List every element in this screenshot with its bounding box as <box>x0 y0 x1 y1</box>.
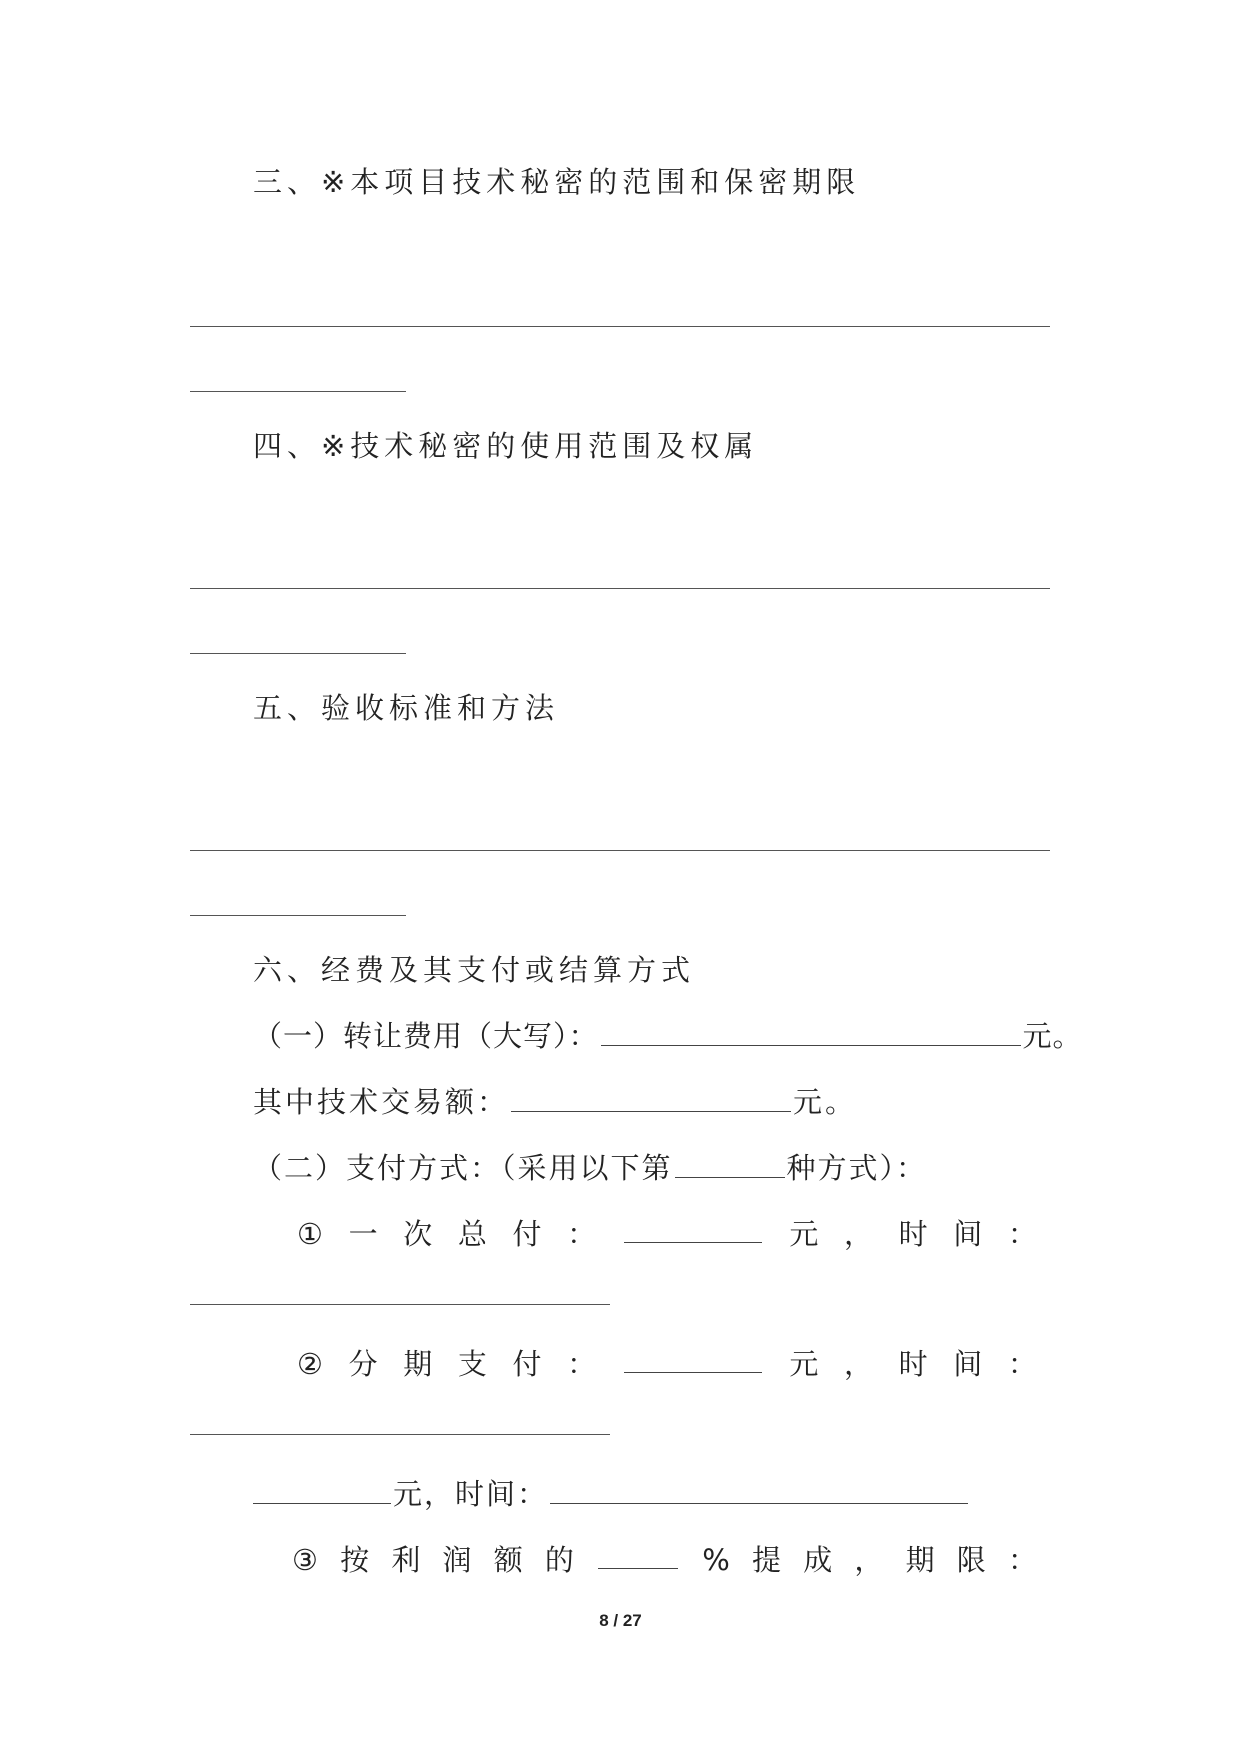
installment-line <box>253 1476 970 1512</box>
payment-method-label: （二）支付方式：（采用以下第 <box>253 1151 673 1185</box>
option-3-char: ： <box>1007 1543 1037 1577</box>
option-2-char: 时 <box>898 1347 928 1381</box>
fill-line <box>190 653 406 654</box>
option-2-line <box>297 1346 1037 1382</box>
option-1-char: ： <box>567 1217 597 1251</box>
option-3-char: 成 <box>803 1543 833 1577</box>
page-number: 8 / 27 <box>599 1611 642 1630</box>
transfer-fee-unit: 元。 <box>1022 1019 1083 1053</box>
fill-line <box>190 1304 610 1305</box>
fill-line <box>190 588 1050 589</box>
option-2-char: ， <box>843 1347 873 1381</box>
tech-trade-line <box>253 1084 857 1120</box>
option-3-char: % <box>702 1543 730 1577</box>
option-2-amount-blank <box>624 1346 762 1373</box>
option-1-char: 时 <box>898 1217 928 1251</box>
option-3-char: 限 <box>956 1543 986 1577</box>
option-2-char: 分 <box>348 1347 378 1381</box>
option-1-char: 一 <box>348 1217 378 1251</box>
option-1-char: 付 <box>512 1217 542 1251</box>
option-2-char: 支 <box>457 1347 487 1381</box>
option-3-char: 的 <box>544 1543 574 1577</box>
fill-line <box>190 326 1050 327</box>
option-2-char: 间 <box>953 1347 983 1381</box>
tech-trade-blank <box>511 1085 791 1112</box>
option-1-char: 间 <box>953 1217 983 1251</box>
transfer-fee-line <box>253 1018 1083 1054</box>
option-3-percent-blank <box>598 1542 678 1569</box>
installment-amount-blank <box>253 1477 391 1504</box>
option-3-char: 期 <box>905 1543 935 1577</box>
payment-method-blank <box>675 1151 785 1178</box>
option-1-char: ① <box>297 1217 323 1251</box>
option-1-char: ： <box>1007 1217 1037 1251</box>
option-1-char: 次 <box>403 1217 433 1251</box>
option-1-char: 总 <box>457 1217 487 1251</box>
payment-method-suffix: 种方式）： <box>786 1151 928 1185</box>
section-3-title: 三、※本项目技术秘密的范围和保密期限 <box>253 165 861 199</box>
option-1-line <box>297 1216 1037 1252</box>
installment-label: 元，时间： <box>393 1477 549 1511</box>
payment-method-line <box>253 1150 927 1186</box>
option-2-char: ： <box>567 1347 597 1381</box>
option-2-char: ② <box>297 1347 323 1381</box>
section-6-title: 六、经费及其支付或结算方式 <box>253 953 696 987</box>
section-5-title: 五、验收标准和方法 <box>253 691 560 725</box>
option-3-char: ， <box>854 1543 884 1577</box>
option-3-line <box>292 1542 1037 1578</box>
fill-line <box>190 850 1050 851</box>
option-2-char: 元 <box>789 1347 819 1381</box>
transfer-fee-blank <box>601 1019 1021 1046</box>
section-4-title: 四、※技术秘密的使用范围及权属 <box>253 429 759 463</box>
option-3-char: 利 <box>391 1543 421 1577</box>
transfer-fee-label: （一）转让费用（大写）： <box>253 1019 599 1053</box>
option-2-char: ： <box>1007 1347 1037 1381</box>
tech-trade-unit: 元。 <box>793 1085 858 1119</box>
option-2-char: 付 <box>512 1347 542 1381</box>
option-3-char: 润 <box>442 1543 472 1577</box>
option-1-char: ， <box>843 1217 873 1251</box>
fill-line <box>190 915 406 916</box>
option-2-char: 期 <box>403 1347 433 1381</box>
fill-line <box>190 1434 610 1435</box>
fill-line <box>190 391 406 392</box>
option-1-char: 元 <box>789 1217 819 1251</box>
option-3-char: 按 <box>340 1543 370 1577</box>
tech-trade-label: 其中技术交易额： <box>253 1085 510 1119</box>
option-1-amount-blank <box>624 1216 762 1243</box>
option-3-char: 额 <box>493 1543 523 1577</box>
option-3-char: 提 <box>752 1543 782 1577</box>
option-3-char: ③ <box>292 1543 318 1577</box>
installment-time-blank <box>550 1477 968 1504</box>
